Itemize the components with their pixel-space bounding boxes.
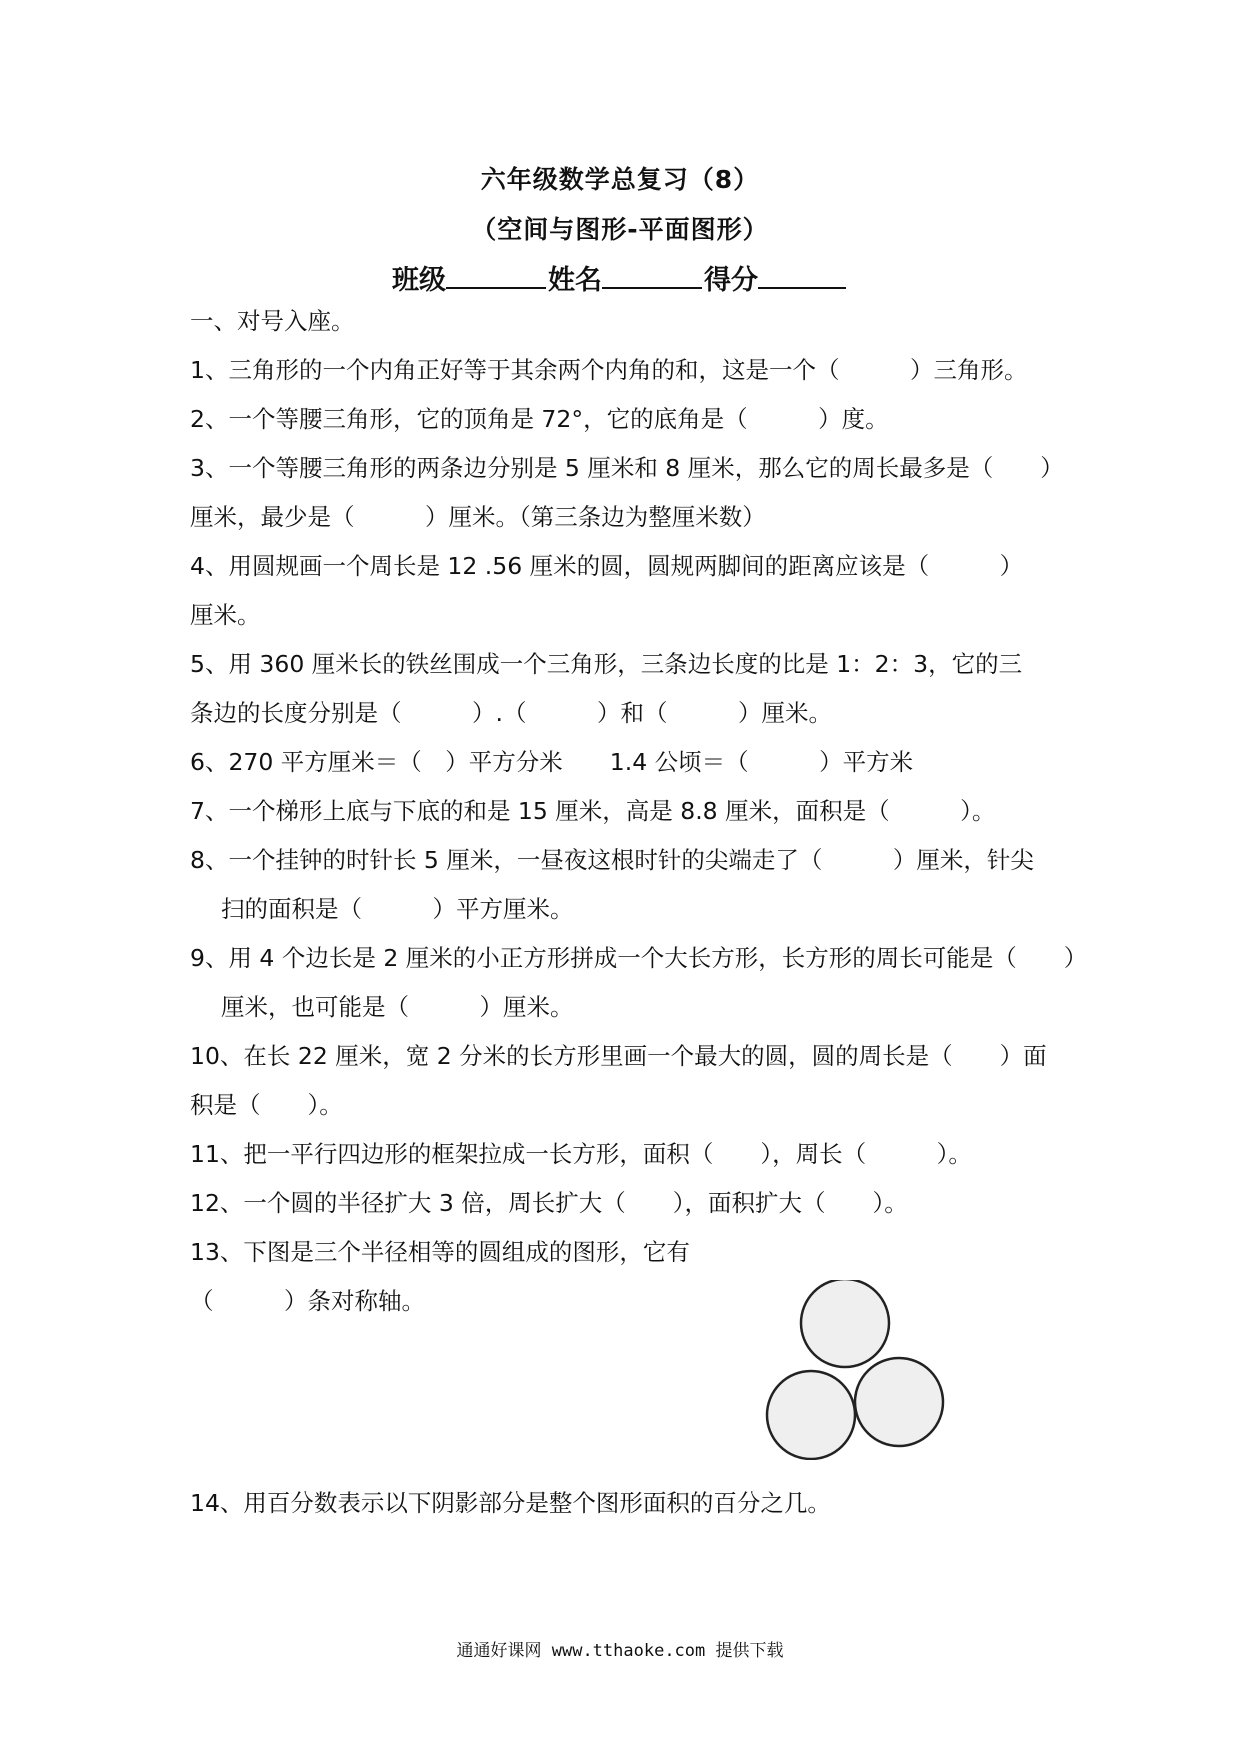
question-line: 9、用 4 个边长是 2 厘米的小正方形拼成一个大长方形，长方形的周长可能是（ ）	[190, 944, 1088, 972]
question-line: 1、三角形的一个内角正好等于其余两个内角的和，这是一个（ ）三角形。	[190, 356, 1028, 384]
question-line: 11、把一平行四边形的框架拉成一长方形，面积（ ），周长（ ）。	[190, 1140, 972, 1168]
circle-bottom-right	[855, 1358, 943, 1446]
three-circles-figure	[760, 1280, 960, 1460]
question-line: 厘米，也可能是（ ）厘米。	[190, 993, 574, 1021]
question-line: 积是（ ）。	[190, 1091, 343, 1119]
page-subtitle: （空间与图形-平面图形）	[471, 215, 769, 244]
score-label: 得分	[704, 265, 758, 296]
question-line: 13、下图是三个半径相等的圆组成的图形，它有	[190, 1238, 690, 1266]
name-label: 姓名	[548, 265, 602, 296]
circle-top	[801, 1280, 889, 1367]
class-label: 班级	[392, 265, 446, 296]
class-blank[interactable]	[446, 261, 546, 289]
question-line: 8、一个挂钟的时针长 5 厘米，一昼夜这根时针的尖端走了（ ）厘米，针尖	[190, 846, 1034, 874]
question-line: 2、一个等腰三角形，它的顶角是 72°，它的底角是（ ）度。	[190, 405, 889, 433]
question-line: 条边的长度分别是（ ）.（ ）和（ ）厘米。	[190, 699, 832, 727]
question-line: 14、用百分数表示以下阴影部分是整个图形面积的百分之几。	[190, 1489, 831, 1517]
score-blank[interactable]	[758, 261, 846, 289]
student-info-row	[0, 258, 1240, 297]
question-line: 12、一个圆的半径扩大 3 倍，周长扩大（ ），面积扩大（ ）。	[190, 1189, 908, 1217]
question-line: 7、一个梯形上底与下底的和是 15 厘米，高是 8.8 厘米，面积是（ ）。	[190, 797, 996, 825]
question-line: 5、用 360 厘米长的铁丝围成一个三角形，三条边长度的比是 1：2：3，它的三	[190, 650, 1023, 678]
footer-text: 通通好课网 www.tthaoke.com 提供下载	[456, 1641, 784, 1661]
page-title: 六年级数学总复习（8）	[480, 165, 760, 194]
question-line: 厘米，最少是（ ）厘米。（第三条边为整厘米数）	[190, 503, 766, 531]
name-blank[interactable]	[602, 261, 702, 289]
circle-bottom-left	[767, 1371, 855, 1459]
question-line: 6、270 平方厘米＝（ ）平方分米 1.4 公顷＝（ ）平方米	[190, 748, 914, 776]
section-heading: 一、对号入座。	[190, 307, 355, 335]
question-line: 3、一个等腰三角形的两条边分别是 5 厘米和 8 厘米，那么它的周长最多是（ ）	[190, 454, 1064, 482]
question-line: 厘米。	[190, 601, 261, 629]
question-line: （ ）条对称轴。	[190, 1287, 425, 1315]
question-line: 10、在长 22 厘米，宽 2 分米的长方形里画一个最大的圆，圆的周长是（ ）面	[190, 1042, 1047, 1070]
question-line: 扫的面积是（ ）平方厘米。	[190, 895, 574, 923]
question-line: 4、用圆规画一个周长是 12 .56 厘米的圆，圆规两脚间的距离应该是（ ）	[190, 552, 1024, 580]
